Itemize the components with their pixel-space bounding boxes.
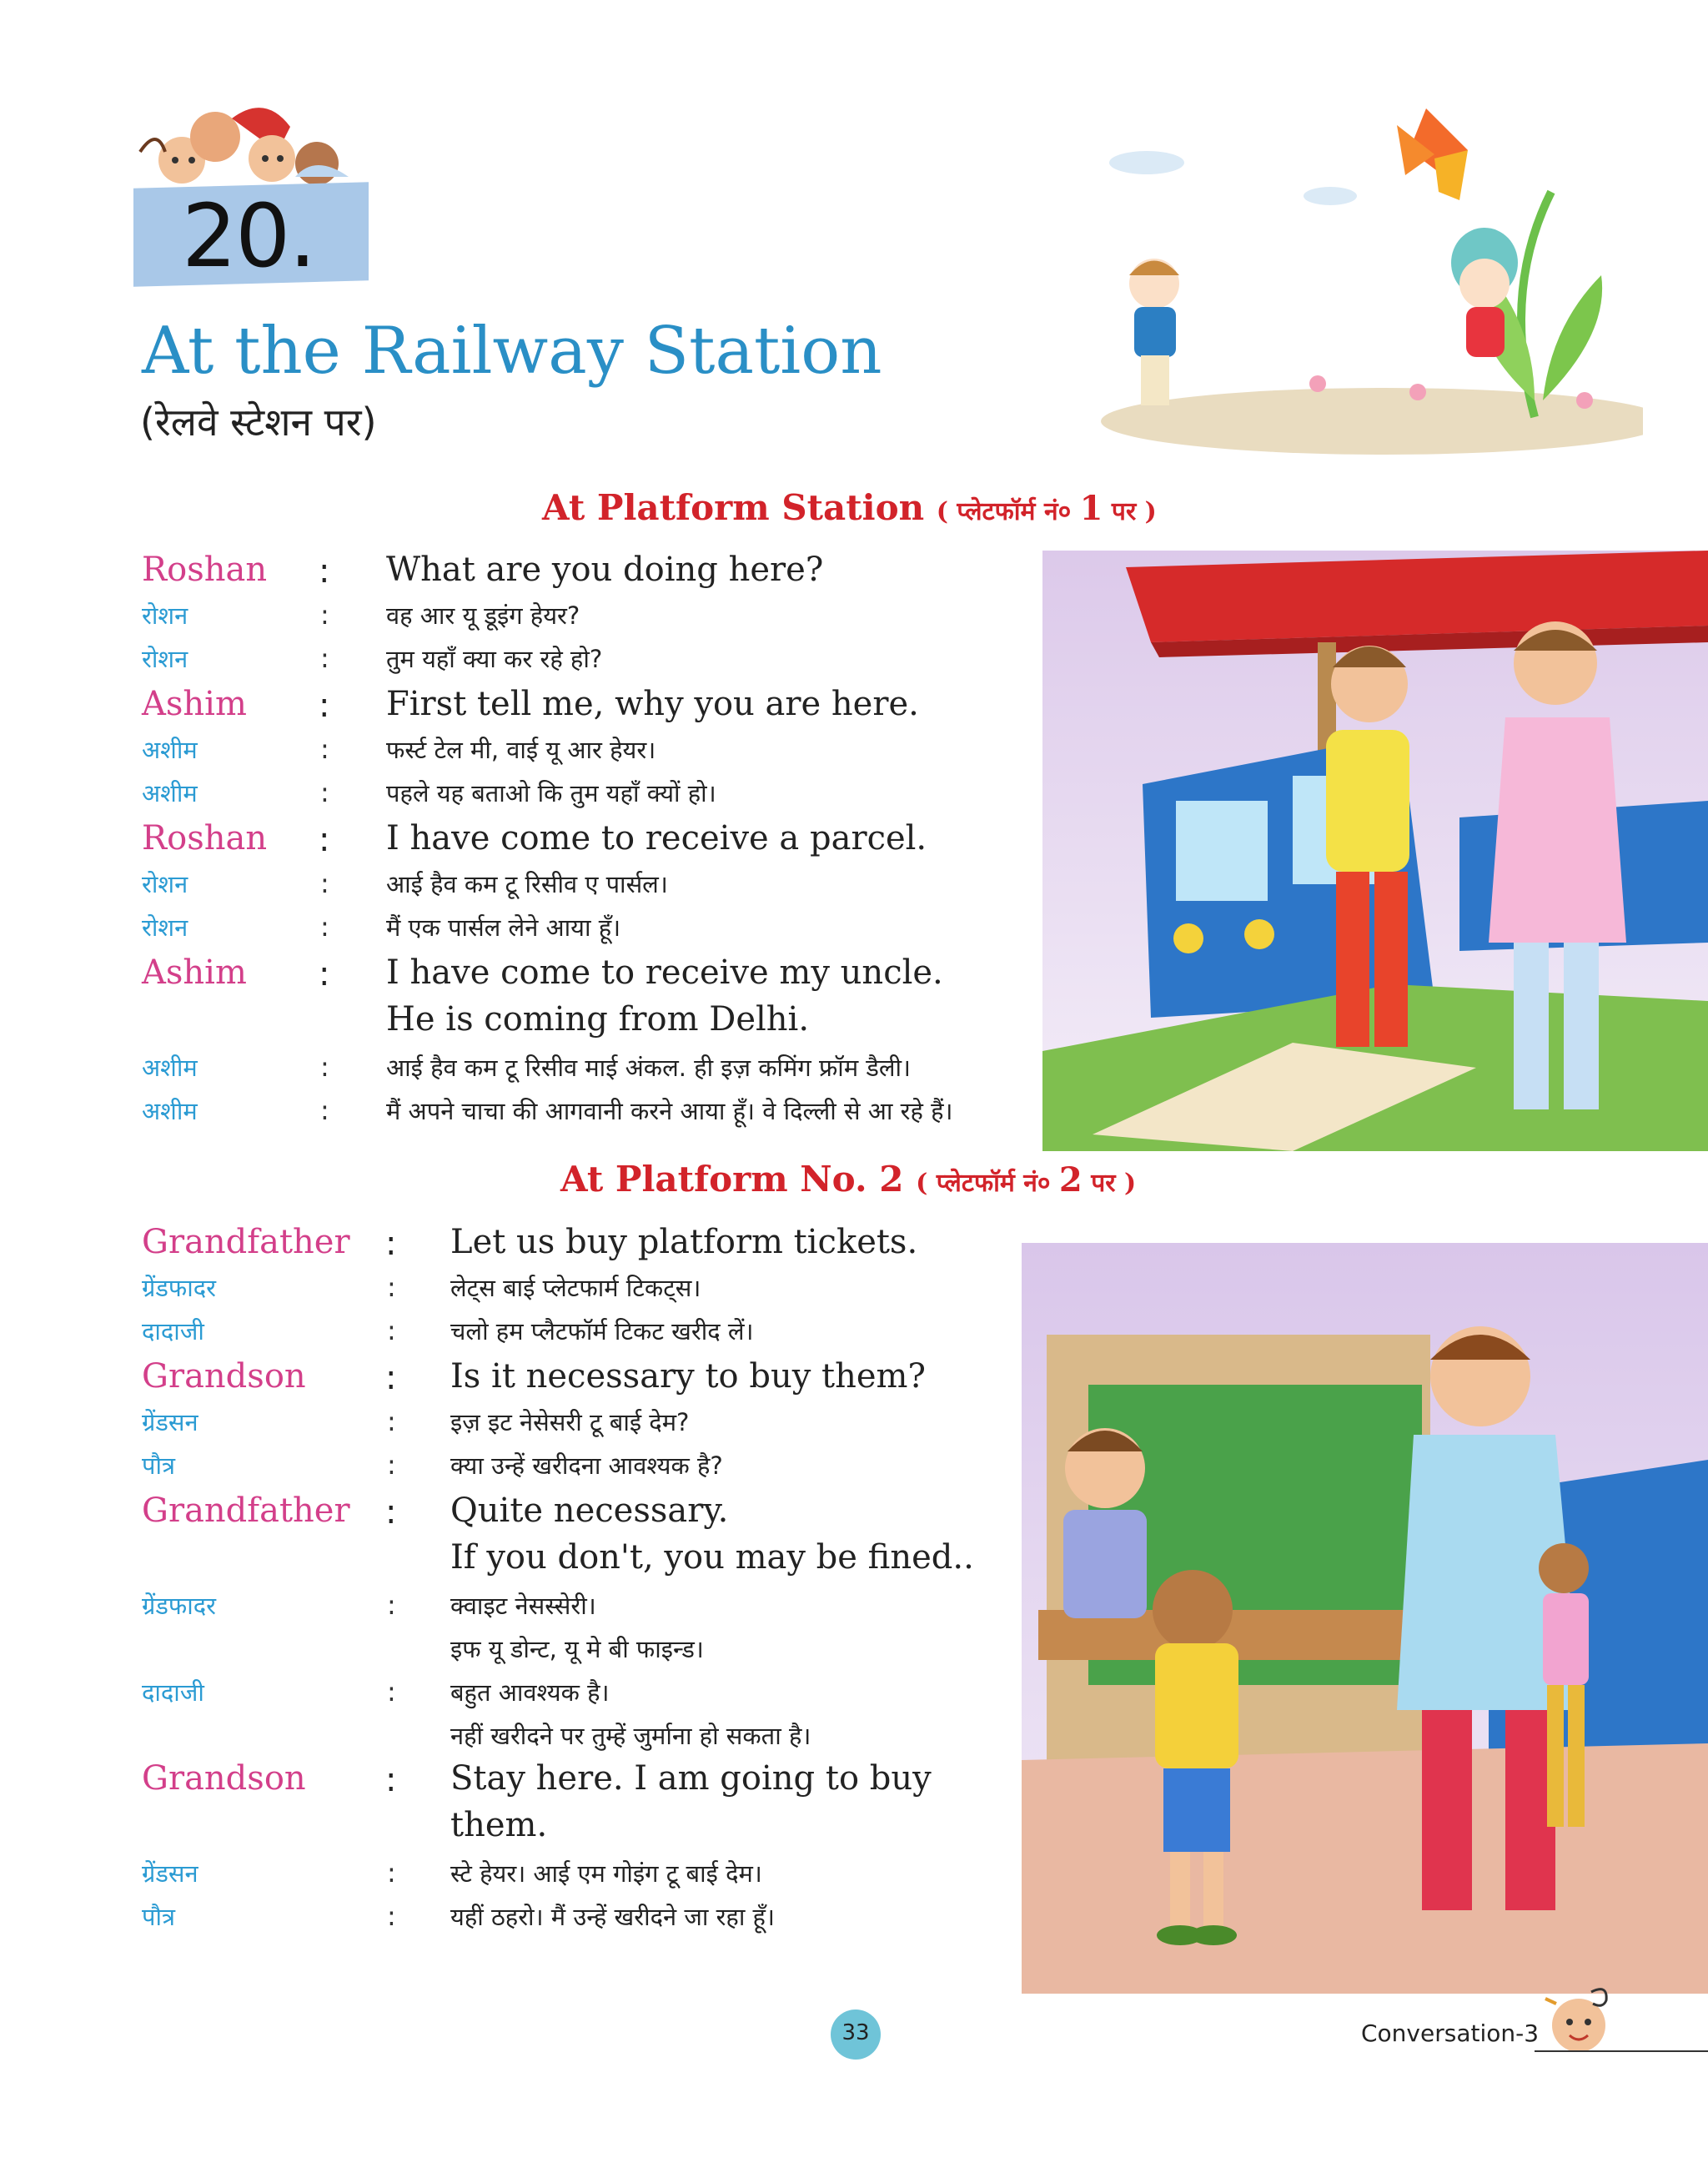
colon: : bbox=[320, 733, 329, 765]
chapter-number: 20. bbox=[182, 185, 315, 287]
colon: : bbox=[385, 1225, 397, 1263]
dialogue-hi-continued: नहीं खरीदने पर तुम्हें जुर्माना हो सकता है। bbox=[450, 1722, 811, 1750]
section-heading-hi-open: ( प्लेटफॉर्म नं० bbox=[936, 497, 1080, 526]
dialogue-en: I have come to receive a parcel. bbox=[386, 819, 927, 858]
dialogue-en-continued: He is coming from Delhi. bbox=[386, 1000, 810, 1039]
speaker-hi: अशीम bbox=[142, 1097, 198, 1125]
page-number: 33 bbox=[841, 2020, 870, 2045]
section-heading-platform-2 bbox=[560, 1159, 1136, 1200]
speaker-hi: पौत्र bbox=[142, 1903, 175, 1931]
dialogue-translit: स्टे हेयर। आई एम गोइंग टू बाई देम। bbox=[450, 1859, 762, 1888]
dialogue-en: Stay here. I am going to buy bbox=[450, 1759, 932, 1798]
dialogue-en: What are you doing here? bbox=[386, 551, 824, 589]
speaker-en: Roshan bbox=[142, 551, 268, 589]
section-heading-number: 2 bbox=[1058, 1160, 1083, 1200]
dialogue-en-continued: If you don't, you may be fined.. bbox=[450, 1538, 974, 1577]
speaker-translit: अशीम bbox=[142, 736, 198, 764]
speaker-en: Roshan bbox=[142, 819, 268, 858]
dialogue-hi: चलो हम प्लैटफॉर्म टिकट खरीद लें। bbox=[450, 1317, 754, 1346]
section-heading-hi-close: पर ) bbox=[1082, 1169, 1137, 1198]
kids-flower-illustration bbox=[1068, 83, 1643, 459]
speaker-en: Grandson bbox=[142, 1759, 306, 1798]
colon: : bbox=[387, 1449, 396, 1481]
dialogue-en: Let us buy platform tickets. bbox=[450, 1223, 918, 1261]
speaker-en: Ashim bbox=[142, 953, 247, 992]
page-subtitle: (रेलवे स्टेशन पर) bbox=[140, 400, 377, 445]
colon: : bbox=[387, 1406, 396, 1437]
colon: : bbox=[387, 1589, 396, 1621]
colon: : bbox=[320, 642, 329, 674]
dialogue-hi: मैं एक पार्सल लेने आया हूँ। bbox=[386, 913, 621, 942]
colon: : bbox=[387, 1271, 396, 1303]
colon: : bbox=[320, 1051, 329, 1083]
speaker-hi: दादाजी bbox=[142, 1678, 204, 1707]
dialogue-translit: लेट्स बाई प्लेटफार्म टिकट्स। bbox=[450, 1274, 701, 1302]
colon: : bbox=[387, 1315, 396, 1346]
speaker-translit: ग्रेंडसन bbox=[142, 1859, 198, 1888]
dialogue-translit: क्वाइट नेसस्सेरी। bbox=[450, 1592, 596, 1620]
dialogue-translit-continued: इफ यू डोन्ट, यू मे बी फाइन्ड। bbox=[450, 1635, 704, 1663]
ticket-counter-illustration bbox=[1022, 1243, 1708, 1994]
colon: : bbox=[387, 1857, 396, 1889]
dialogue-hi: क्या उन्हें खरीदना आवश्यक है? bbox=[450, 1451, 723, 1480]
dialogue-translit: आई हैव कम टू रिसीव ए पार्सल। bbox=[386, 870, 668, 898]
speaker-translit: ग्रेंडसन bbox=[142, 1408, 198, 1436]
colon: : bbox=[387, 1900, 396, 1932]
dialogue-translit: फर्स्ट टेल मी, वाई यू आर हेयर। bbox=[386, 736, 656, 764]
dialogue-translit: आई हैव कम टू रिसीव माई अंकल. ही इज़ कमिंग फ्रॉम डैली। bbox=[386, 1054, 912, 1082]
section-heading-en: At Platform Station bbox=[542, 487, 925, 528]
page-title: At the Railway Station bbox=[142, 314, 882, 389]
colon: : bbox=[385, 1493, 397, 1532]
speaker-hi: रोशन bbox=[142, 913, 188, 942]
platform-train-illustration bbox=[1042, 551, 1708, 1151]
colon: : bbox=[319, 552, 330, 591]
colon: : bbox=[385, 1761, 397, 1799]
colon: : bbox=[320, 868, 329, 899]
dialogue-en: Is it necessary to buy them? bbox=[450, 1357, 926, 1396]
dialogue-hi: पहले यह बताओ कि तुम यहाँ क्यों हो। bbox=[386, 779, 716, 807]
speaker-en: Ashim bbox=[142, 685, 247, 723]
speaker-translit: रोशन bbox=[142, 601, 188, 630]
footer-rule bbox=[1535, 2050, 1708, 2052]
footer-label: Conversation-3 bbox=[1361, 2020, 1540, 2047]
dialogue-translit: वह आर यू डूइंग हेयर? bbox=[386, 601, 580, 630]
dialogue-en: I have come to receive my uncle. bbox=[386, 953, 943, 992]
colon: : bbox=[320, 599, 329, 631]
colon: : bbox=[320, 1094, 329, 1126]
section-heading-en: At Platform No. 2 bbox=[560, 1159, 904, 1200]
colon: : bbox=[320, 911, 329, 943]
section-heading-hi-close: पर ) bbox=[1103, 497, 1157, 526]
speaker-translit: ग्रेंडफादर bbox=[142, 1274, 217, 1302]
dialogue-en-continued: them. bbox=[450, 1806, 548, 1844]
speaker-en: Grandfather bbox=[142, 1491, 350, 1530]
dialogue-en: Quite necessary. bbox=[450, 1491, 729, 1530]
dialogue-translit: इज़ इट नेसेसरी टू बाई देम? bbox=[450, 1408, 690, 1436]
colon: : bbox=[319, 955, 330, 993]
baby-mascot-icon bbox=[1533, 1984, 1625, 2059]
colon: : bbox=[319, 687, 330, 725]
dialogue-en: First tell me, why you are here. bbox=[386, 685, 919, 723]
speaker-hi: अशीम bbox=[142, 779, 198, 807]
speaker-hi: दादाजी bbox=[142, 1317, 204, 1346]
speaker-hi: पौत्र bbox=[142, 1451, 175, 1480]
colon: : bbox=[319, 821, 330, 859]
section-heading-number: 1 bbox=[1079, 489, 1103, 528]
babies-illustration bbox=[132, 93, 374, 187]
section-heading-platform-1 bbox=[542, 487, 1157, 528]
colon: : bbox=[320, 777, 329, 808]
speaker-translit: अशीम bbox=[142, 1054, 198, 1082]
dialogue-hi: बहुत आवश्यक है। bbox=[450, 1678, 610, 1707]
colon: : bbox=[385, 1359, 397, 1397]
section-heading-hi-open: ( प्लेटफॉर्म नं० bbox=[916, 1169, 1059, 1198]
speaker-en: Grandfather bbox=[142, 1223, 350, 1261]
speaker-hi: रोशन bbox=[142, 645, 188, 673]
colon: : bbox=[387, 1676, 396, 1708]
speaker-translit: ग्रेंडफादर bbox=[142, 1592, 217, 1620]
speaker-translit: रोशन bbox=[142, 870, 188, 898]
dialogue-hi: मैं अपने चाचा की आगवानी करने आया हूँ। वे दिल्ली से आ रहे हैं। bbox=[386, 1097, 953, 1125]
speaker-en: Grandson bbox=[142, 1357, 306, 1396]
dialogue-hi: यहीं ठहरो। मैं उन्हें खरीदने जा रहा हूँ। bbox=[450, 1903, 775, 1931]
dialogue-hi: तुम यहाँ क्या कर रहे हो? bbox=[386, 645, 603, 673]
